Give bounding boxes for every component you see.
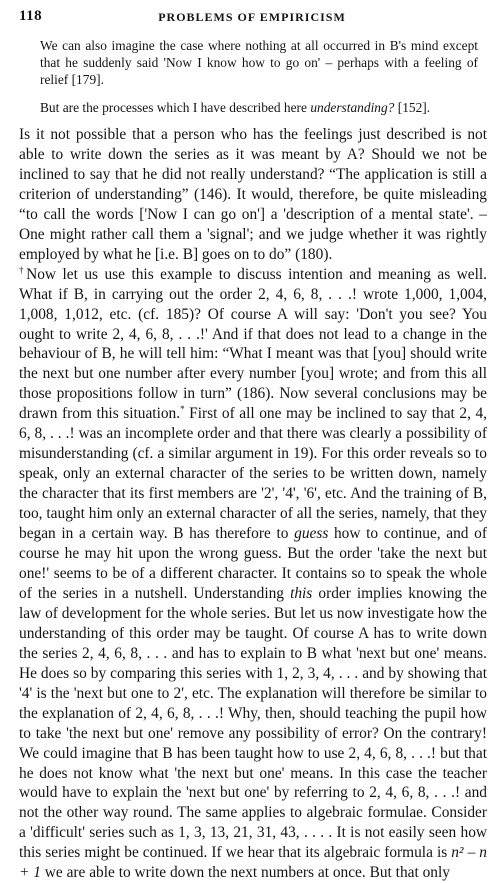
- quote-emphasis-understanding: understanding?: [310, 100, 395, 115]
- body-paragraph-2-part-3: how to continue, and of course he may hit upon the wrong guess. But the order 'take the next but one!' seems to be of a different character. It contains so to speak the whole of the series in a nutshell. Understanding: [19, 525, 487, 602]
- running-title: PROBLEMS OF EMPIRICISM: [158, 10, 346, 24]
- algebraic-formula: n² – n + 1: [19, 844, 487, 882]
- page-number: 118: [19, 8, 43, 24]
- body-paragraph-2-part-1: Now let us use this example to discuss intention and meaning as well. What if B, in carrying out the order 2, 4, 6, 8, . . .! wrote 1,000, 1,004, 1,008, 1,012, etc. (cf. 185)? Of course A will say: 'Don't you see? You ought to write 2, 4, 6, 8, . . .!' And if that does not lead to a change in the behaviour of B, he will tell him: “What I meant was that [you] should write the next but one number after every number [you] wrote; and from this all those propositions follow in turn” (186). Now several conclusions may be drawn from this situation.: [19, 265, 487, 423]
- quote-reference: [152].: [394, 100, 431, 115]
- emphasis-guess: guess: [294, 525, 329, 543]
- footnote-marker-asterisk: *: [180, 404, 185, 415]
- footnote-marker-dagger: †: [19, 264, 27, 275]
- emphasis-this: this: [290, 584, 313, 602]
- body-paragraph-2: [19, 265, 487, 883]
- body-paragraph-2-part-2: First of all one may be inclined to say that 2, 4, 6, 8, . . .! was an incomplete order and that there was clearly a possibility of misunderstanding (cf. a similar argument in 19). For this order reveals so to speak, only an external character of the series to be written down, namely the character that its first members are '2', '4', '6', etc. And the training of B, too, taught him only an external character of all the series, namely, that they began in a certain way. B has therefore to: [19, 405, 487, 543]
- quote-paragraph-2: [40, 99, 478, 116]
- running-head: [19, 8, 485, 28]
- body-paragraph-2-part-5: we are able to write down the next numbers at once. But that only: [40, 864, 450, 882]
- body-text: [19, 125, 487, 883]
- quote-paragraph-1: We can also imagine the case where nothing at all occurred in B's mind except that he suddenly said 'Now I know how to go on' – perhaps with a feeling of relief [179].: [40, 38, 478, 87]
- body-paragraph-1: Is it not possible that a person who has the feelings just described is not able to write down the series as it was meant by A? Should we not be inclined to say that he did not really understand? “The application is still a criterion of understanding” (146). It would, therefore, be quite misleading “to call the words ['Now I can go on'] a 'description of a mental state'. – One might rather call them a 'signal'; and we judge whether it was rightly employed by what he [i.e. B] goes on to do” (180).: [19, 126, 487, 263]
- body-paragraph-2-part-4: order implies knowing the law of development for the whole series. But let us now investigate how the understanding of this order may be taught. Of course A has to write down the series 2, 4, 6, 8, . . . and has to explain to B what 'next but one' means. He does so by comparing this series with 1, 2, 3, 4, . . . and by showing that '4' is the 'next but one to 2', etc. The explanation will therefore be similar to the explanation of 2, 4, 6, 8, . . .! Why, then, should teaching the pupil how to take 'the next but one' remove any possibility of error? On the contrary! We could imagine that B has been taught how to use 2, 4, 6, 8, . . .! but that he does not know what 'the next but one' means. In this case the teacher would have to explain the 'next but one' by referring to 2, 4, 6, 8, . . .! and not the other way round. The same applies to algebraic formulae. Consider a 'difficult' series such as 1, 3, 13, 21, 31, 43, . . . . It is not easily seen how this series might be continued. If we hear that its algebraic formula is: [19, 584, 487, 862]
- quote-paragraph-2-text: But are the processes which I have described here: [40, 100, 311, 115]
- block-quote: [40, 37, 478, 116]
